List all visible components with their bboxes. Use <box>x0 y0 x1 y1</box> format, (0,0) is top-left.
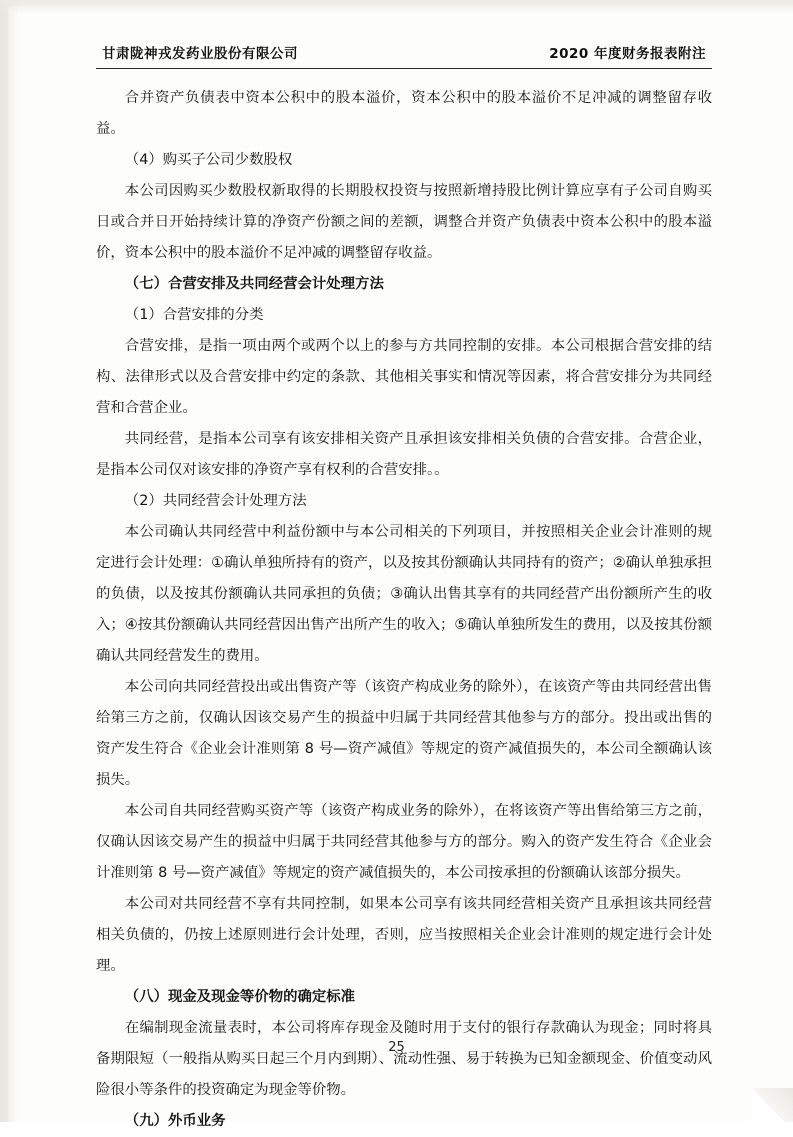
section-heading: （九）外币业务 <box>124 1113 226 1129</box>
header-report-title: 2020 年度财务报表附注 <box>549 46 706 62</box>
paragraph: 合并资产负债表中资本公积中的股本溢价，资本公积中的股本溢价不足冲减的调整留存收益。 <box>96 90 712 137</box>
page-edge-shadow-top <box>0 0 793 14</box>
header-divider <box>96 68 712 69</box>
paragraph: （2）共同经营会计处理方法 <box>124 493 307 509</box>
paragraph: （4）购买子公司少数股权 <box>124 152 293 168</box>
paragraph: 本公司对共同经营不享有共同控制，如果本公司享有该共同经营相关资产且承担该共同经营相关负债的，仍按上述原则进行会计处理，否则，应当按照相关企业会计准则的规定进行会计处理。 <box>96 896 712 974</box>
paragraph: 本公司向共同经营投出或出售资产等（该资产构成业务的除外），在该资产等由共同经营出售给第三方之前，仅确认因该交易产生的损益中归属于共同经营其他参与方的部分。投出或出售的资产发生符合《企业会计准则第 8 号—资产减值》等规定的资产减值损失的，本公司全额确认该损失。 <box>96 679 712 788</box>
header-company-name: 甘肃陇神戎发药业股份有限公司 <box>102 46 298 62</box>
section-heading: （八）现金及现金等价物的确定标准 <box>124 989 356 1005</box>
paragraph: 合营安排，是指一项由两个或两个以上的参与方共同控制的安排。本公司根据合营安排的结构、法律形式以及合营安排中约定的条款、其他相关事实和情况等因素，将合营安排分为共同经营和合营企业。 <box>96 338 712 416</box>
page-edge-shadow-left <box>0 0 18 1122</box>
section-heading: （七）合营安排及共同经营会计处理方法 <box>124 276 384 292</box>
page-header <box>96 42 712 68</box>
paragraph: （1）合营安排的分类 <box>124 307 264 323</box>
paragraph: 在编制现金流量表时，本公司将库存现金及随时用于支付的银行存款确认为现金；同时将具备期限短（一般指从购买日起三个月内到期）、流动性强、易于转换为已知金额现金、价值变动风险很小等条件的投资确定为现金等价物。 <box>96 1020 712 1098</box>
page-content <box>96 42 712 1137</box>
paragraph: 本公司自共同经营购买资产等（该资产构成业务的除外），在将该资产等出售给第三方之前，仅确认因该交易产生的损益中归属于共同经营其他参与方的部分。购入的资产发生符合《企业会计准则第 8 号—资产减值》等规定的资产减值损失的，本公司按承担的份额确认该部分损失。 <box>96 803 712 881</box>
page-number: 25 <box>388 1040 405 1055</box>
paragraph: 本公司确认共同经营中利益份额中与本公司相关的下列项目，并按照相关企业会计准则的规定进行会计处理：①确认单独所持有的资产，以及按其份额确认共同持有的资产；②确认单独承担的负债，以及按其份额确认共同承担的负债；③确认出售其享有的共同经营产出份额所产生的收入；④按其份额确认共同经营因出售产出所产生的收入；⑤确认单独所发生的费用，以及按其份额确认共同经营发生的费用。 <box>96 524 712 664</box>
paragraph: 本公司因购买少数股权新取得的长期股权投资与按照新增持股比例计算应享有子公司自购买日或合并日开始持续计算的净资产份额之间的差额，调整合并资产负债表中资本公积中的股本溢价，资本公积中的股本溢价不足冲减的调整留存收益。 <box>96 183 712 261</box>
page-corner-fold <box>751 1088 793 1122</box>
body-text <box>96 83 712 1137</box>
paragraph: 共同经营，是指本公司享有该安排相关资产且承担该安排相关负债的合营安排。合营企业，是指本公司仅对该安排的净资产享有权利的合营安排。。 <box>96 431 712 478</box>
